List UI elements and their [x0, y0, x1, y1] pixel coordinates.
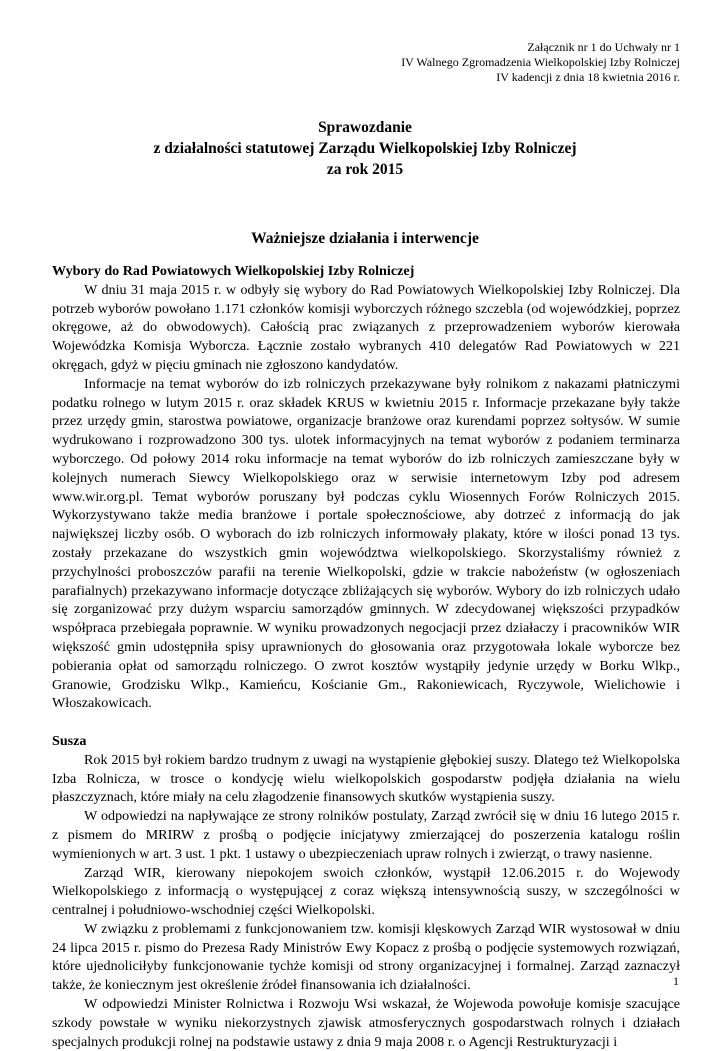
- section-title: Ważniejsze działania i interwencje: [251, 230, 479, 247]
- drought-paragraph-1: Rok 2015 był rokiem bardzo trudnym z uwagi na wystąpienie głębokiej suszy. Dlatego też Wielkopolska Izba Rolnicza, w trosce o kondycję wielu wielkopolskich gospodarstw podjęła działania na wielu płaszczyznach, które miały na celu złagodzenie finansowych skutków wystąpienia suszy.: [52, 751, 680, 806]
- document-title-line-2: z działalności statutowej Zarządu Wielkopolskiej Izby Rolniczej: [153, 140, 577, 157]
- attachment-note-line-3: IV kadencji z dnia 18 kwietnia 2016 r.: [496, 70, 680, 84]
- elections-paragraph-2: Informacje na temat wyborów do izb rolniczych przekazywane były rolnikom z nakazami płatniczymi podatku rolnego w lutym 2015 r. oraz składek KRUS w kwietniu 2015 r. Informacje przekazane były także przez urzędy gmin, starostwa powiatowe, organizacje branżowe oraz kurendami poprzez sołtysów. W sumie wydrukowano i rozprowadzono 300 tys. ulotek informacyjnych na temat wyborów z podaniem terminarza wyborczego. Od połowy 2014 roku informacje na temat wyborów do izb rolniczych zamieszczane były w kolejnych numerach Siewcy Wielkopolskiego oraz w serwisie internetowym Izby pod adresem www.wir.org.pl. Temat wyborów poruszany był podczas cyklu Wiosennych Forów Rolniczych 2015. Wykorzystywano także media branżowe i portale społecznościowe, aby dotrzeć z informacją do jak największej liczby osób. O wyborach do izb rolniczych informowały plakaty, które w ilości ponad 13 tys. zostały przekazane do wszystkich gmin województwa wielkopolskiego. Skorzystaliśmy również z przychylności proboszczów parafii na terenie Wielkopolski, gdzie w trakcie nabożeństw (w ogłoszeniach parafialnych) przekazywano informacje dotyczące zbliżających się wyborów. Wybory do izb rolniczych udało się zorganizować przy dużym wsparciu samorządów gminnych. W zdecydowanej większości przypadków współpraca przebiegała poprawnie. W wyniku prowadzonych negocjacji przez działaczy i pracowników WIR większość gmin udostępniła spisy uprawnionych do głosowania oraz przygotowała lokale wyborcze bez pobierania opłat od samorządu rolniczego. O zwrot kosztów wystąpiły jedynie urzędy w Borku Wlkp., Granowie, Grodzisku Wlkp., Kamieńcu, Kościanie Gm., Rakoniewicach, Ryczywole, Wielichowie i Włoszakowicach.: [52, 375, 680, 712]
- section-spacer: [52, 713, 680, 732]
- attachment-note: [260, 40, 680, 85]
- attachment-note-line-1: Załącznik nr 1 do Uchwały nr 1: [527, 40, 680, 54]
- page-number: 1: [673, 974, 679, 988]
- document-title-line-3: za rok 2015: [326, 161, 404, 178]
- drought-heading: Susza: [52, 732, 87, 749]
- document-title-line-1: Sprawozdanie: [318, 119, 412, 136]
- drought-paragraph-2: W odpowiedzi na napływające ze strony rolników postulaty, Zarząd zwrócił się w dniu 16 lutego 2015 r. z pismem do MRIRW z prośbą o podjęcie inicjatywy zmierzającej do poszerzenia katalogu roślin wymienionych w art. 3 ust. 1 pkt. 1 ustawy o ubezpieczeniach upraw rolnych i zwierząt, o trawy nasienne.: [52, 808, 680, 862]
- elections-heading: Wybory do Rad Powiatowych Wielkopolskiej Izby Rolniczej: [52, 263, 415, 279]
- attachment-note-line-2: IV Walnego Zgromadzenia Wielkopolskiej Izby Rolniczej: [401, 55, 680, 69]
- elections-paragraph-1: W dniu 31 maja 2015 r. w odbyły się wybory do Rad Powiatowych Wielkopolskiej Izby Rolniczej. Dla potrzeb wyborów powołano 1.171 członków komisji wyborczych różnego szczebla (od wojewódzkiej, poprzez okręgowe, aż do obwodowych). Całością prac związanych z przeprowadzeniem wyborów kierowała Wojewódzka Komisja Wyborcza. Łącznie zostało wybranych 410 delegatów Rad Powiatowych w 221 okręgach, gdyż w pięciu gminach nie zgłoszono kandydatów.: [52, 281, 680, 373]
- document-title: [45, 117, 685, 180]
- drought-paragraph-3: Zarząd WIR, kierowany niepokojem swoich członków, wystąpił 12.06.2015 r. do Wojewody Wielkopolskiego z informacją o występującej z coraz większą intensywnością suszy, w szczególności w centralnej i południowo-wschodniej części Wielkopolski.: [52, 864, 680, 919]
- document-body: [52, 262, 680, 1051]
- drought-paragraph-4: W związku z problemami z funkcjonowaniem tzw. komisji klęskowych Zarząd WIR wystosował w dniu 24 lipca 2015 r. pismo do Prezesa Rady Ministrów Ewy Kopacz z prośbą o podjęcie systemowych rozwiązań, które ujednoliciłyby funkcjonowanie tychże komisji od strony organizacyjnej i formalnej. Zarząd zaznaczył także, że koniecznym jest określenie źródeł finansowania ich działalności.: [52, 920, 680, 994]
- drought-paragraph-5: W odpowiedzi Minister Rolnictwa i Rozwoju Wsi wskazał, że Wojewoda powołuje komisje szacujące szkody powstałe w wyniku niekorzystnych zjawisk atmosferycznych gospodarstwach rolnych i działach specjalnych produkcji rolnej na podstawie ustawy z dnia 9 maja 2008 r. o Agencji Restrukturyzacji i: [52, 996, 680, 1050]
